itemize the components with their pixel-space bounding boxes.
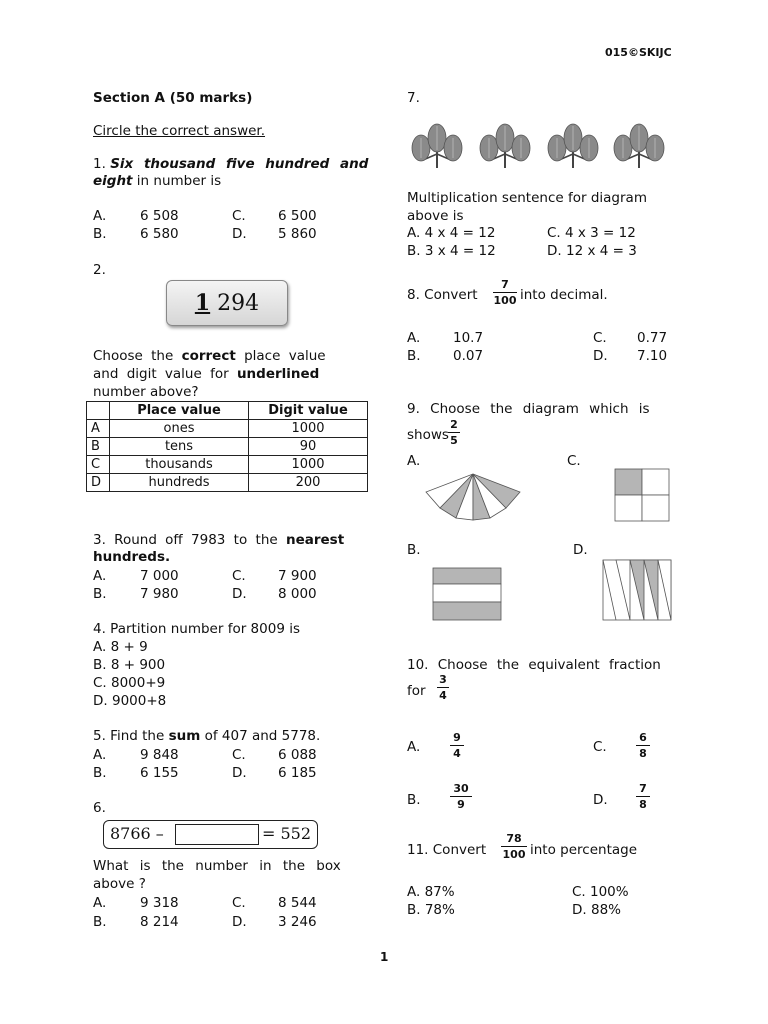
- fraction-denominator: 5: [450, 434, 458, 447]
- q6-option-d-value: 3 246: [278, 914, 317, 930]
- q3-option-b-value: 7 980: [140, 586, 179, 602]
- table-cell: C: [87, 456, 110, 474]
- q8-option-c-value: 0.77: [637, 330, 668, 346]
- table-cell: hundreds: [110, 474, 249, 492]
- q10-option-d-label: D.: [593, 792, 608, 808]
- q7-option-c: C. 4 x 3 = 12: [547, 225, 636, 241]
- q1-option-d-label: D.: [232, 226, 247, 242]
- fraction-numerator: 2: [450, 418, 458, 431]
- leaf-icon: [548, 124, 598, 168]
- q6-equation-left: 8766 –: [110, 824, 164, 843]
- q9-diagram-c-square: [614, 468, 670, 522]
- q6-answer-box: [175, 824, 259, 845]
- q7-option-d: D. 12 x 4 = 3: [547, 243, 637, 259]
- fraction-numerator: 6: [639, 731, 647, 744]
- q9-text-line1: 9. Choose the diagram which is: [407, 401, 650, 417]
- q7-number: 7.: [407, 90, 420, 106]
- section-title: Section A (50 marks): [93, 90, 253, 106]
- q1-text-line1: 1. Six thousand five hundred and: [93, 156, 369, 172]
- fraction-denominator: 8: [639, 747, 647, 760]
- fraction-numerator: 30: [453, 782, 469, 795]
- table-row: [87, 474, 368, 492]
- fraction-numerator: 3: [439, 673, 447, 686]
- q8-option-a-value: 10.7: [453, 330, 484, 346]
- q6-option-a-label: A.: [93, 895, 107, 911]
- q2-place-value-table: [86, 401, 368, 492]
- q1-option-c-value: 6 500: [278, 208, 317, 224]
- q6-number: 6.: [93, 800, 106, 816]
- table-cell: 1000: [249, 456, 368, 474]
- q10-option-c-fraction: [634, 731, 652, 760]
- q10-option-c-label: C.: [593, 739, 607, 755]
- q1-option-b-value: 6 580: [140, 226, 179, 242]
- q4-option-c: C. 8000+9: [93, 675, 166, 691]
- table-cell: 200: [249, 474, 368, 492]
- section-instruction: Circle the correct answer.: [93, 123, 266, 139]
- q8-text-before: 8. Convert: [407, 287, 478, 303]
- q5-option-d-value: 6 185: [278, 765, 317, 781]
- leaf-icon: [412, 124, 462, 168]
- q6-option-d-label: D.: [232, 914, 247, 930]
- q3-text-line2: hundreds.: [93, 549, 171, 565]
- table-row: [87, 456, 368, 474]
- q2-number-card: [166, 280, 288, 326]
- q11-option-b: B. 78%: [407, 902, 455, 918]
- q2-number: 2.: [93, 262, 106, 278]
- q7-option-a: A. 4 x 4 = 12: [407, 225, 496, 241]
- q8-text-after: into decimal.: [520, 287, 608, 303]
- q9-fraction: [446, 418, 462, 447]
- q8-option-b-value: 0.07: [453, 348, 484, 364]
- q6-option-c-value: 8 544: [278, 895, 317, 911]
- q11-text-before: 11. Convert: [407, 842, 487, 858]
- q2-underlined-digit: 1: [194, 290, 211, 316]
- q3-option-c-label: C.: [232, 568, 246, 584]
- q4-option-d: D. 9000+8: [93, 693, 167, 709]
- q7-text-line1: Multiplication sentence for diagram: [407, 190, 647, 206]
- fraction-denominator: 100: [493, 294, 517, 307]
- q1-option-a-label: A.: [93, 208, 107, 224]
- table-header: Digit value: [249, 402, 368, 420]
- q11-text-after: into percentage: [530, 842, 638, 858]
- q8-option-c-label: C.: [593, 330, 607, 346]
- q5-option-c-label: C.: [232, 747, 246, 763]
- q8-fraction: [491, 278, 519, 307]
- q6-option-b-label: B.: [93, 914, 107, 930]
- q9-text-line2: shows: [407, 427, 449, 443]
- q10-text-line1: 10. Choose the equivalent fraction: [407, 657, 661, 673]
- q2-rest-digits: 294: [210, 291, 260, 316]
- leaf-icon: [480, 124, 530, 168]
- q9-diagram-b-rectangle: [432, 567, 502, 621]
- q9-diagram-a-fan: [422, 472, 524, 522]
- q4-option-a: A. 8 + 9: [93, 639, 148, 655]
- q1-option-c-label: C.: [232, 208, 246, 224]
- q6-option-b-value: 8 214: [140, 914, 179, 930]
- q11-fraction: [499, 832, 529, 861]
- q7-text-line2: above is: [407, 208, 464, 224]
- q11-option-d: D. 88%: [572, 902, 621, 918]
- fraction-denominator: 9: [457, 798, 465, 811]
- q2-text-line1: Choose the correct place value: [93, 348, 326, 364]
- fraction-denominator: 4: [453, 747, 461, 760]
- q10-option-b-label: B.: [407, 792, 421, 808]
- q5-option-b-label: B.: [93, 765, 107, 781]
- table-cell: tens: [110, 438, 249, 456]
- q8-option-a-label: A.: [407, 330, 421, 346]
- q3-option-d-value: 8 000: [278, 586, 317, 602]
- q2-text-line2: and digit value for underlined: [93, 366, 320, 382]
- q1-option-d-value: 5 860: [278, 226, 317, 242]
- table-cell: thousands: [110, 456, 249, 474]
- q5-option-a-value: 9 848: [140, 747, 179, 763]
- q6-equation-right: = 552: [262, 824, 312, 843]
- fraction-numerator: 7: [501, 278, 509, 291]
- q7-option-b: B. 3 x 4 = 12: [407, 243, 496, 259]
- q5-option-a-label: A.: [93, 747, 107, 763]
- table-header-row: [87, 402, 368, 420]
- table-cell: A: [87, 420, 110, 438]
- q10-text-line2: for: [407, 683, 426, 699]
- leaf-icon: [614, 124, 664, 168]
- q7-leaf-diagram: [407, 120, 675, 172]
- q8-option-d-label: D.: [593, 348, 608, 364]
- page-number: 1: [380, 950, 389, 964]
- q8-option-d-value: 7.10: [637, 348, 668, 364]
- table-row: [87, 438, 368, 456]
- q1-text-line2: eight in number is: [93, 173, 222, 189]
- table-header: [87, 402, 110, 420]
- fraction-denominator: 100: [502, 848, 526, 861]
- fraction-denominator: 8: [639, 798, 647, 811]
- q6-text-line2: above ?: [93, 876, 146, 892]
- q9-option-b-label: B.: [407, 542, 421, 558]
- q3-option-a-value: 7 000: [140, 568, 179, 584]
- q6-option-a-value: 9 318: [140, 895, 179, 911]
- q11-option-c: C. 100%: [572, 884, 629, 900]
- fraction-numerator: 9: [453, 731, 461, 744]
- table-cell: ones: [110, 420, 249, 438]
- q1-option-a-value: 6 508: [140, 208, 179, 224]
- q11-option-a: A. 87%: [407, 884, 455, 900]
- fraction-numerator: 7: [639, 782, 647, 795]
- q5-option-d-label: D.: [232, 765, 247, 781]
- q6-text-line1: What is the number in the box: [93, 858, 341, 874]
- table-cell: B: [87, 438, 110, 456]
- q9-option-c-label: C.: [567, 453, 581, 469]
- q9-diagram-d-rectangle: [602, 559, 672, 621]
- q5-option-c-value: 6 088: [278, 747, 317, 763]
- table-cell: 1000: [249, 420, 368, 438]
- table-header: Place value: [110, 402, 249, 420]
- q9-option-a-label: A.: [407, 453, 421, 469]
- table-cell: D: [87, 474, 110, 492]
- q3-option-b-label: B.: [93, 586, 107, 602]
- q3-option-a-label: A.: [93, 568, 107, 584]
- table-row: [87, 420, 368, 438]
- table-cell: 90: [249, 438, 368, 456]
- q5-option-b-value: 6 155: [140, 765, 179, 781]
- q10-fraction: [435, 673, 451, 702]
- fraction-numerator: 78: [506, 832, 522, 845]
- q3-text-line1: 3. Round off 7983 to the nearest: [93, 532, 345, 548]
- q10-option-a-fraction: [448, 731, 466, 760]
- fraction-denominator: 4: [439, 689, 447, 702]
- q3-option-c-value: 7 900: [278, 568, 317, 584]
- header-code: 015©SKIJC: [605, 46, 672, 59]
- q10-option-b-fraction: [448, 782, 474, 811]
- q4-text: 4. Partition number for 8009 is: [93, 621, 300, 637]
- q3-option-d-label: D.: [232, 586, 247, 602]
- q4-option-b: B. 8 + 900: [93, 657, 166, 673]
- q1-option-b-label: B.: [93, 226, 107, 242]
- q2-text-line3: number above?: [93, 384, 199, 400]
- q8-option-b-label: B.: [407, 348, 421, 364]
- q9-option-d-label: D.: [573, 542, 588, 558]
- q5-text: 5. Find the sum of 407 and 5778.: [93, 728, 321, 744]
- q6-option-c-label: C.: [232, 895, 246, 911]
- q10-option-d-fraction: [634, 782, 652, 811]
- q10-option-a-label: A.: [407, 739, 421, 755]
